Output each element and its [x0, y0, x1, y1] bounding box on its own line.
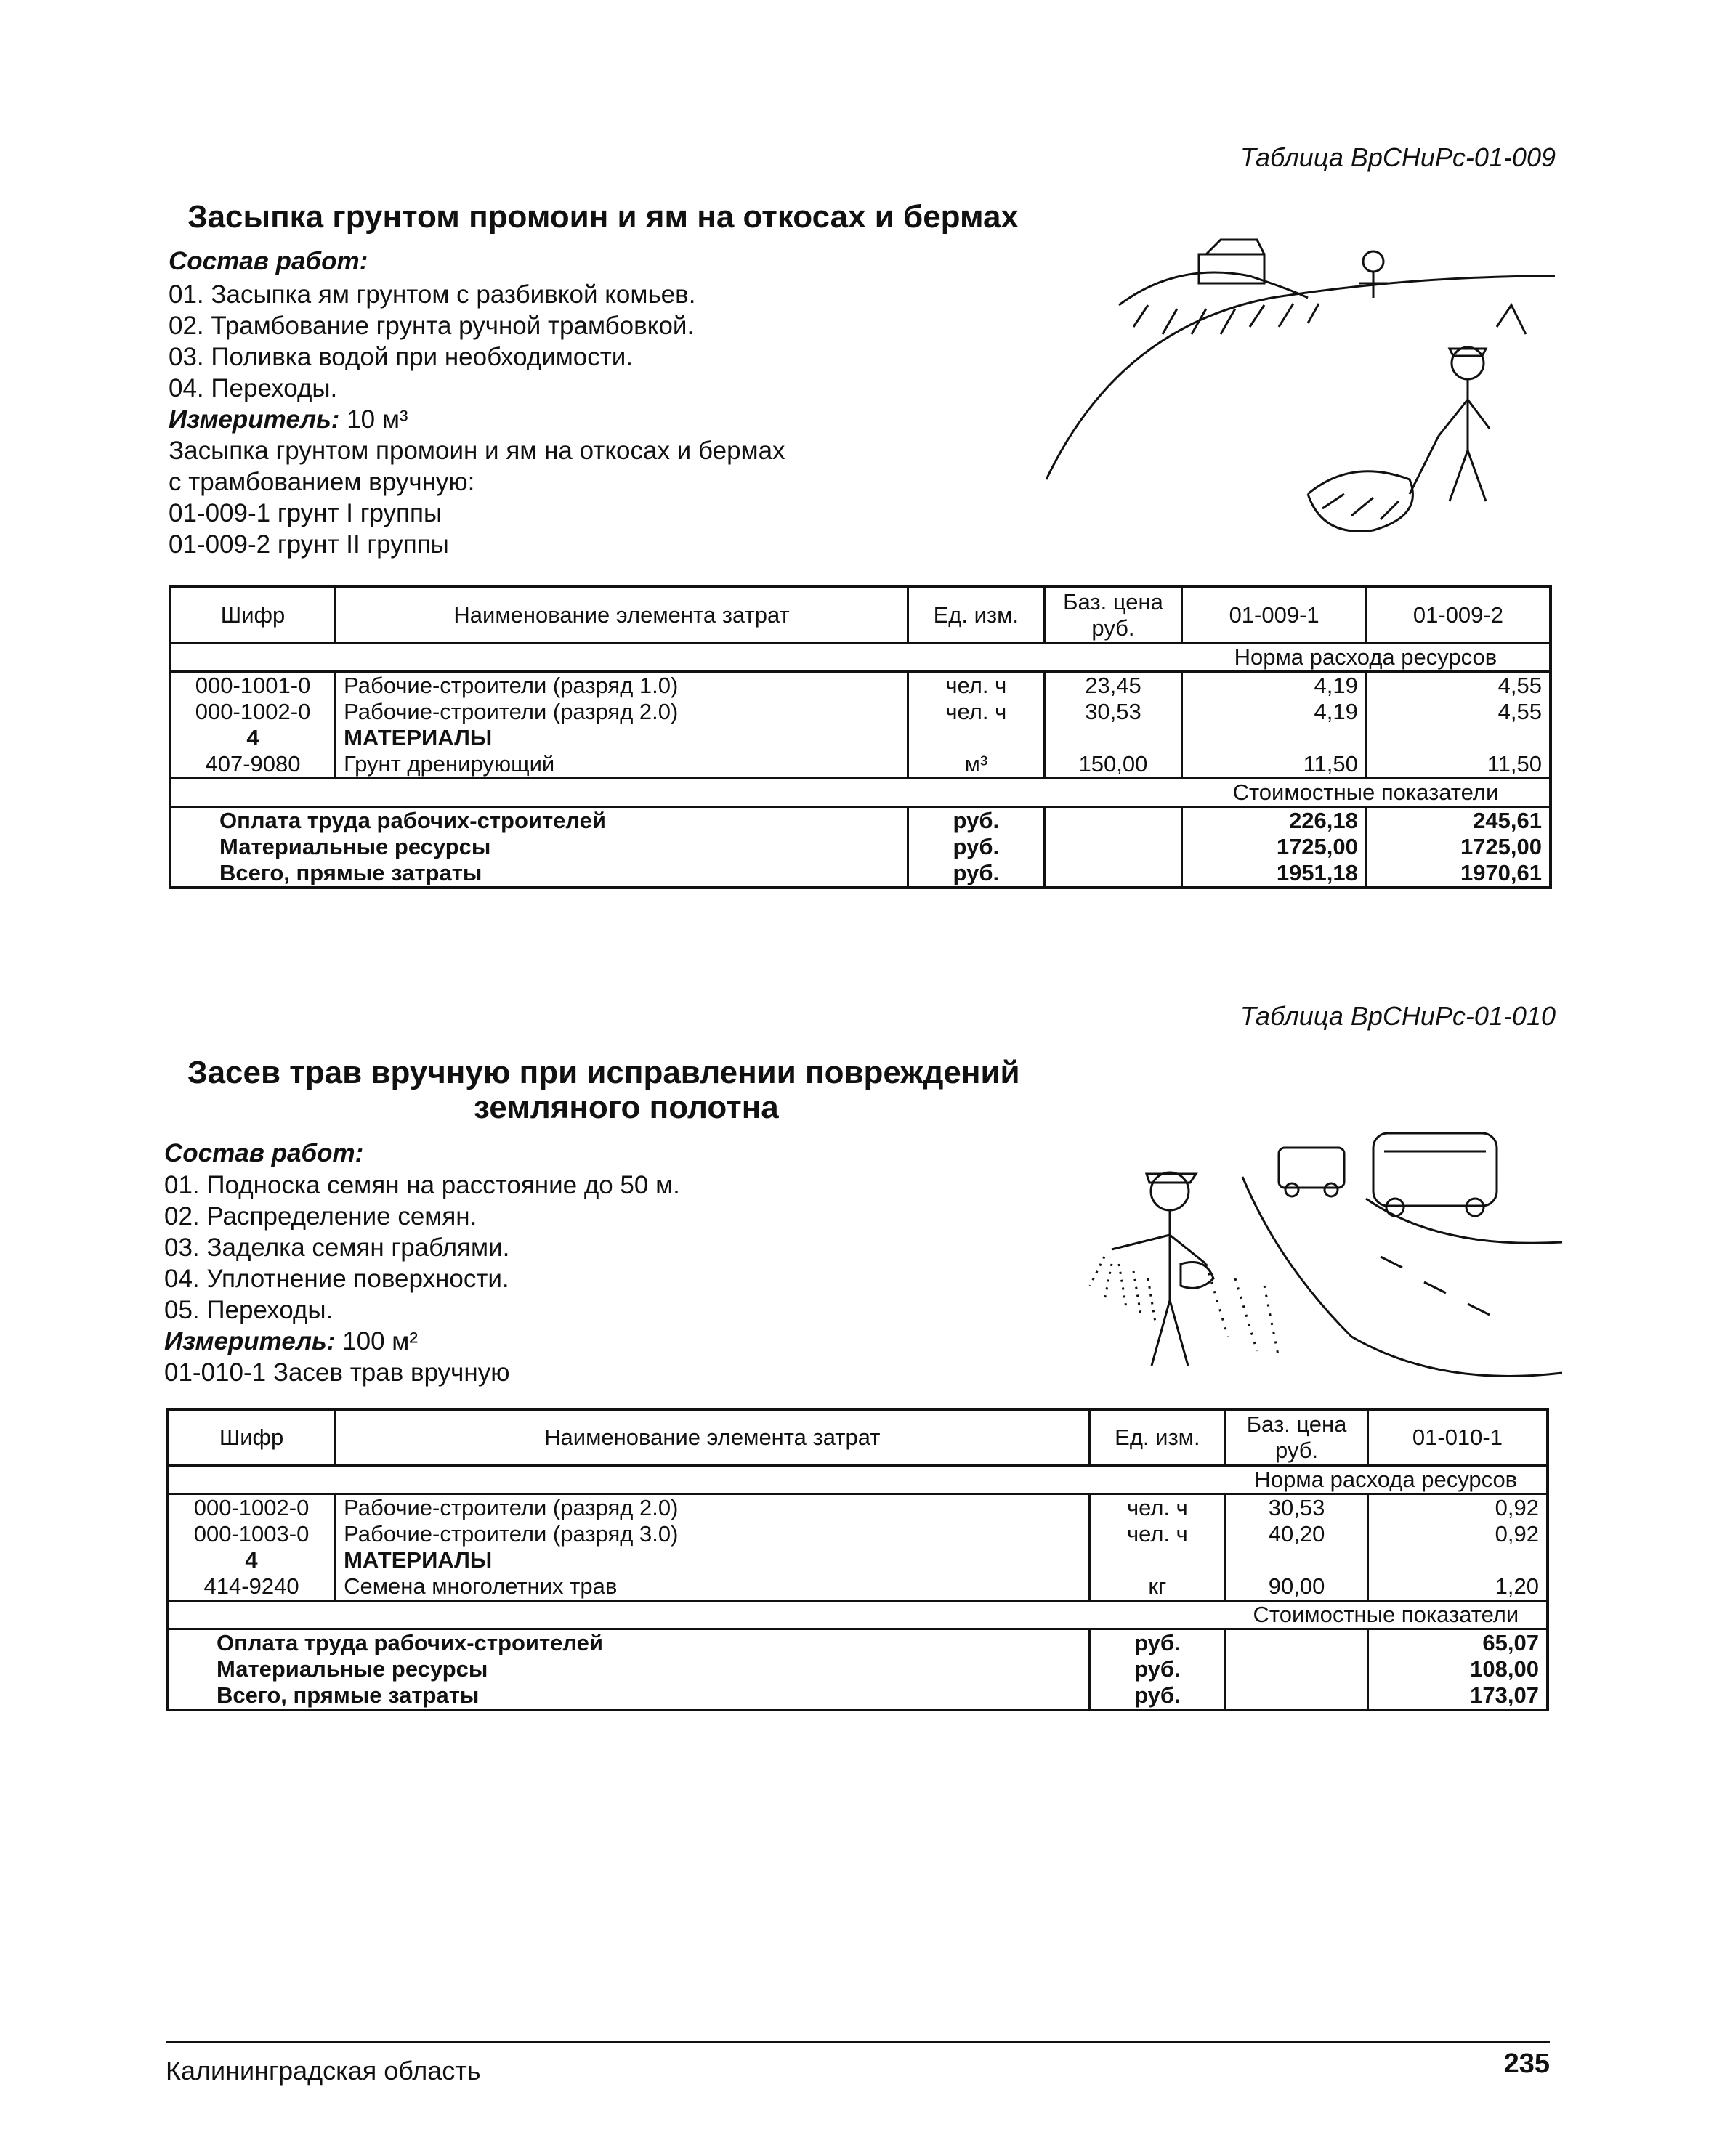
- measure-line: [169, 404, 785, 435]
- materials-code: 4: [170, 725, 336, 751]
- total-unit: руб.: [1089, 1629, 1226, 1657]
- description-line: Засыпка грунтом промоин и ям на откосах и бермах: [169, 437, 785, 465]
- col-header-price: Баз. цена руб.: [1044, 587, 1182, 644]
- materials-label: МАТЕРИАЛЫ: [336, 1547, 1089, 1573]
- materials-header-row: [167, 1547, 1548, 1573]
- cell-value: 4,55: [1366, 672, 1551, 700]
- cell-code: 000-1003-0: [167, 1521, 336, 1547]
- worker-slope-illustration: [1032, 218, 1569, 567]
- cell-value: 11,50: [1366, 751, 1551, 779]
- description-line: с трамбованием вручную:: [169, 468, 475, 496]
- total-value: 1725,00: [1182, 834, 1367, 860]
- cell-code: 000-1001-0: [170, 672, 336, 700]
- total-label: Оплата труда рабочих-строителей: [167, 1629, 1089, 1657]
- table-caption-01-009: Таблица ВрСНиРс-01-009: [1240, 142, 1556, 172]
- cost-label-row: [170, 779, 1551, 807]
- footer-region: Калининградская область: [166, 2056, 481, 2086]
- work-step: 01. Засыпка ям грунтом с разбивкой комьев.: [169, 280, 696, 309]
- norm-label-row: [167, 1466, 1548, 1494]
- materials-header-row: [170, 725, 1551, 751]
- cell-value: 11,50: [1182, 751, 1367, 779]
- table-row: [170, 751, 1551, 779]
- cell-value: 4,19: [1182, 672, 1367, 700]
- work-step: 03. Заделка семян граблями.: [164, 1233, 510, 1262]
- cell-price: 23,45: [1044, 672, 1182, 700]
- cell-price: 90,00: [1226, 1573, 1368, 1601]
- cell-name: Грунт дренирующий: [336, 751, 908, 779]
- cost-label: Стоимостные показатели: [1226, 1601, 1548, 1629]
- cell-unit: м³: [908, 751, 1045, 779]
- cell-name: Рабочие-строители (разряд 3.0): [336, 1521, 1089, 1547]
- cell-name: Рабочие-строители (разряд 2.0): [336, 699, 908, 725]
- total-value: 1725,00: [1366, 834, 1551, 860]
- measure-value: 10 м³: [347, 405, 408, 434]
- composition-label: Состав работ:: [169, 247, 368, 275]
- total-label: Всего, прямые затраты: [167, 1682, 1089, 1710]
- composition-label: Состав работ:: [164, 1139, 364, 1167]
- norm-label: Норма расхода ресурсов: [1182, 644, 1551, 672]
- col-header-code-2: 01-009-2: [1366, 587, 1551, 644]
- total-label: Всего, прямые затраты: [170, 860, 908, 888]
- col-header-code: Шифр: [170, 587, 336, 644]
- cell-unit: чел. ч: [908, 699, 1045, 725]
- section-title-01-010-line1: Засев трав вручную при исправлении повреждений: [187, 1055, 1020, 1090]
- code-line: 01-009-1 грунт I группы: [169, 499, 442, 527]
- section-title-01-009: Засыпка грунтом промоин и ям на откосах и бермах: [187, 199, 1019, 235]
- sowing-road-illustration: [1061, 1119, 1562, 1395]
- work-step: 03. Поливка водой при необходимости.: [169, 343, 634, 371]
- total-value: 1970,61: [1366, 860, 1551, 888]
- total-row: [167, 1656, 1548, 1682]
- col-header-name: Наименование элемента затрат: [336, 1409, 1089, 1466]
- work-step: 02. Распределение семян.: [164, 1202, 477, 1231]
- total-unit: руб.: [908, 834, 1045, 860]
- work-steps-list: [164, 1170, 680, 1388]
- col-header-unit: Ед. изм.: [1089, 1409, 1226, 1466]
- cell-code: 407-9080: [170, 751, 336, 779]
- total-unit: руб.: [1089, 1682, 1226, 1710]
- cell-price: 40,20: [1226, 1521, 1368, 1547]
- cell-value: 0,92: [1367, 1521, 1548, 1547]
- table-row: [167, 1494, 1548, 1522]
- total-value: 65,07: [1367, 1629, 1548, 1657]
- resource-table-01-009: [169, 585, 1552, 889]
- cell-unit: чел. ч: [908, 672, 1045, 700]
- table-row: [167, 1521, 1548, 1547]
- table-row: [170, 672, 1551, 700]
- work-step: 01. Подноска семян на расстояние до 50 м.: [164, 1171, 680, 1199]
- cell-code: 414-9240: [167, 1573, 336, 1601]
- col-header-code: Шифр: [167, 1409, 336, 1466]
- total-value: 245,61: [1366, 807, 1551, 835]
- section-title-01-010-line2: земляного полотна: [474, 1090, 779, 1125]
- col-header-price: Баз. цена руб.: [1226, 1409, 1368, 1466]
- cell-value: 0,92: [1367, 1494, 1548, 1522]
- cell-value: 4,55: [1366, 699, 1551, 725]
- code-line: 01-009-2 грунт II группы: [169, 530, 449, 559]
- col-header-code-1: 01-009-1: [1182, 587, 1367, 644]
- table-header-row: [167, 1409, 1548, 1466]
- norm-label: Норма расхода ресурсов: [1226, 1466, 1548, 1494]
- cell-unit: кг: [1089, 1573, 1226, 1601]
- cell-unit: чел. ч: [1089, 1521, 1226, 1547]
- total-row: [167, 1629, 1548, 1657]
- measure-line: [164, 1326, 680, 1357]
- table-caption-01-010: Таблица ВрСНиРс-01-010: [1240, 1001, 1556, 1031]
- total-value: 226,18: [1182, 807, 1367, 835]
- cell-code: 000-1002-0: [170, 699, 336, 725]
- code-line: 01-010-1 Засев трав вручную: [164, 1358, 510, 1387]
- total-unit: руб.: [1089, 1656, 1226, 1682]
- total-row: [170, 834, 1551, 860]
- total-value: 173,07: [1367, 1682, 1548, 1710]
- col-header-unit: Ед. изм.: [908, 587, 1045, 644]
- cell-price: 150,00: [1044, 751, 1182, 779]
- table-row: [167, 1573, 1548, 1601]
- total-row: [170, 860, 1551, 888]
- cell-code: 000-1002-0: [167, 1494, 336, 1522]
- col-header-code-1: 01-010-1: [1367, 1409, 1548, 1466]
- footer-divider: [166, 2041, 1550, 2043]
- cell-name: Рабочие-строители (разряд 1.0): [336, 672, 908, 700]
- cell-unit: чел. ч: [1089, 1494, 1226, 1522]
- cell-name: Рабочие-строители (разряд 2.0): [336, 1494, 1089, 1522]
- measure-label: Измеритель:: [164, 1327, 336, 1355]
- cost-label-row: [167, 1601, 1548, 1629]
- total-unit: руб.: [908, 807, 1045, 835]
- total-label: Материальные ресурсы: [170, 834, 908, 860]
- total-unit: руб.: [908, 860, 1045, 888]
- measure-value: 100 м²: [342, 1327, 419, 1355]
- total-row: [167, 1682, 1548, 1710]
- materials-label: МАТЕРИАЛЫ: [336, 725, 908, 751]
- work-step: 02. Трамбование грунта ручной трамбовкой.: [169, 312, 695, 340]
- total-row: [170, 807, 1551, 835]
- cell-name: Семена многолетних трав: [336, 1573, 1089, 1601]
- cell-value: 4,19: [1182, 699, 1367, 725]
- table-header-row: [170, 587, 1551, 644]
- work-step: 04. Переходы.: [169, 374, 338, 402]
- table-row: [170, 699, 1551, 725]
- work-steps-list: [169, 279, 785, 560]
- materials-code: 4: [167, 1547, 336, 1573]
- resource-table-01-010: [166, 1408, 1549, 1711]
- total-label: Оплата труда рабочих-строителей: [170, 807, 908, 835]
- work-step: 05. Переходы.: [164, 1296, 334, 1324]
- total-value: 1951,18: [1182, 860, 1367, 888]
- total-value: 108,00: [1367, 1656, 1548, 1682]
- cell-price: 30,53: [1226, 1494, 1368, 1522]
- cost-label: Стоимостные показатели: [1182, 779, 1551, 807]
- cell-price: 30,53: [1044, 699, 1182, 725]
- page-number: 235: [1503, 2048, 1550, 2079]
- measure-label: Измеритель:: [169, 405, 340, 434]
- work-step: 04. Уплотнение поверхности.: [164, 1265, 509, 1293]
- total-label: Материальные ресурсы: [167, 1656, 1089, 1682]
- cell-value: 1,20: [1367, 1573, 1548, 1601]
- col-header-name: Наименование элемента затрат: [336, 587, 908, 644]
- norm-label-row: [170, 644, 1551, 672]
